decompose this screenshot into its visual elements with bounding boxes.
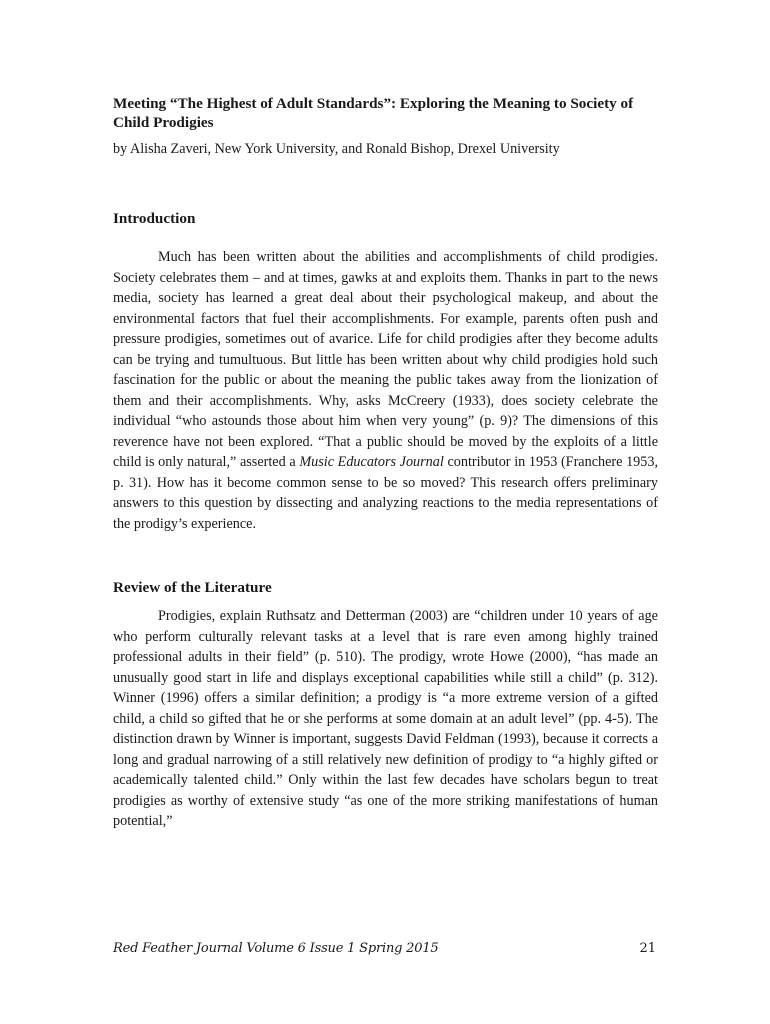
introduction-paragraph [113, 247, 658, 534]
page-body [113, 94, 658, 832]
introduction-heading: Introduction [113, 210, 196, 227]
article-byline: by Alisha Zaveri, New York University, and Ronald Bishop, Drexel University [113, 141, 560, 157]
literature-review-paragraph: Prodigies, explain Ruthsatz and Detterman (2003) are “children under 10 years of age who perform culturally relevant tasks at a level that is rare even among highly trained professional adults in their field” (p. 510). The prodigy, wrote Howe (2000), “has made an unusually good start in life and displays exceptional capabilities while still a child” (p. 312). Winner (1996) offers a similar definition; a prodigy is “a more extreme version of a gifted child, a child so gifted that he or she performs at some domain at an adult level” (pp. 4-5). The distinction drawn by Winner is important, suggests David Feldman (1993), because it corrects a long and gradual narrowing of a still relatively new definition of prodigy to “a highly gifted or academically talented child.” Only within the last few decades have scholars begun to treat prodigies as worthy of extensive study “as one of the more striking manifestations of human potential,” [113, 608, 658, 829]
journal-title-italic: Music Educators Journal [299, 454, 444, 470]
literature-review-heading: Review of the Literature [113, 579, 272, 596]
page-number: 21 [639, 941, 656, 956]
footer-journal-title: Red Feather Journal Volume 6 Issue 1 Spring 2015 [113, 941, 439, 956]
page-footer [113, 939, 656, 959]
introduction-text-1: Much has been written about the abilities and accomplishments of child prodigies. Society celebrates them – and at times, gawks at and exploits them. Thanks in part to the news media, society has learned a great deal about their psychological makeup, and about the environmental factors that fuel their accomplishments. For example, parents often push and pressure prodigies, sometimes out of avarice. Life for child prodigies after they become adults can be trying and tumultuous. But little has been written about why child prodigies hold such fascination for the public or about the meaning the public takes away from the lionization of them and their accomplishments. Why, asks McCreery (1933), does society celebrate the individual “who astounds those about him when very young” (p. 9)? The dimensions of this reverence have not been explored. “That a public should be moved by the exploits of a little child is only natural,” asserted a [113, 249, 658, 470]
article-title: Meeting “The Highest of Adult Standards”: Exploring the Meaning to Society of Child Prodigies [113, 95, 634, 131]
introduction-text-2: contributor in 1953 (Franchere 1953, p. 31). How has it become common sense to be so moved? This research offers preliminary answers to this question by dissecting and analyzing reactions to the media representations of the prodigy’s experience. [113, 454, 658, 532]
